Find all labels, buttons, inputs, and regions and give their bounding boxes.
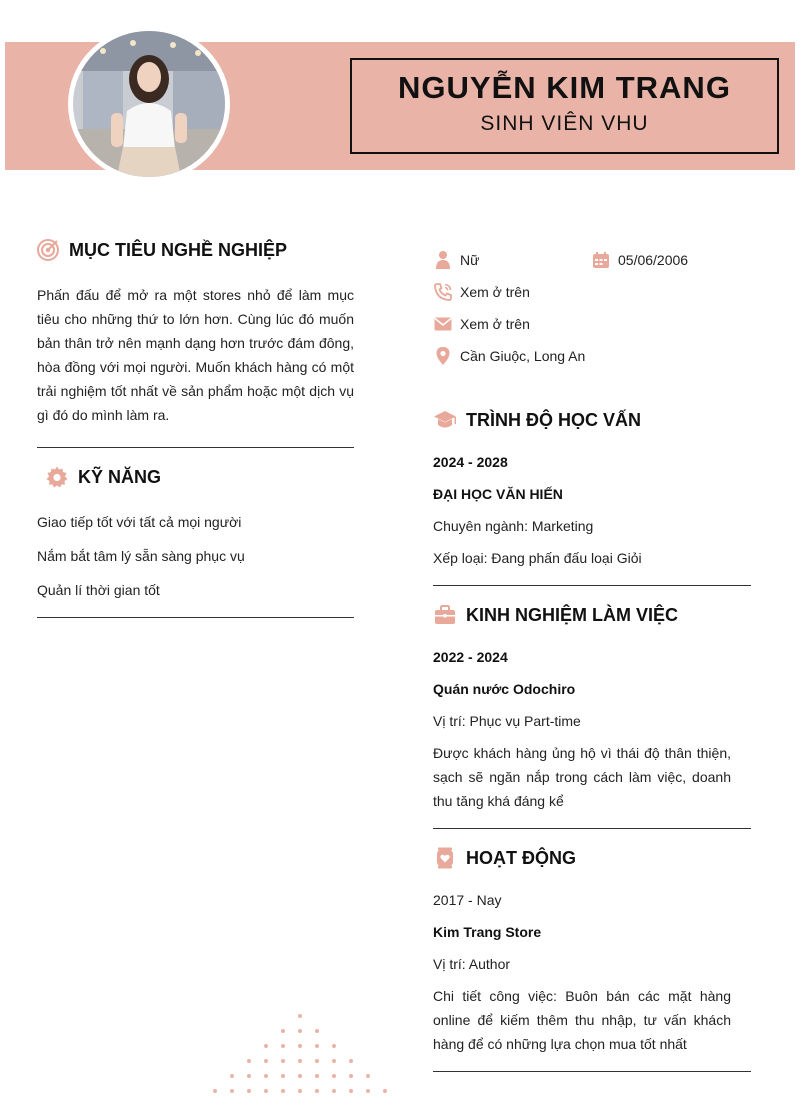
decorative-dot	[366, 1089, 370, 1093]
decorative-dot	[281, 1059, 285, 1063]
gender: Nữ	[460, 252, 480, 268]
skills-title: KỸ NĂNG	[78, 466, 162, 487]
birthday-row	[591, 250, 688, 270]
phone-row	[433, 282, 530, 302]
decorative-dot	[349, 1059, 353, 1063]
decorative-dot	[332, 1059, 336, 1063]
divider	[37, 447, 354, 448]
decorative-dot	[332, 1044, 336, 1048]
decorative-dot	[281, 1044, 285, 1048]
calendar-icon	[591, 250, 611, 270]
company-name: Quán nước Odochiro	[433, 681, 576, 697]
decorative-dot	[264, 1074, 268, 1078]
decorative-dot	[383, 1089, 387, 1093]
experience-heading	[433, 603, 678, 627]
envelope-icon	[433, 314, 453, 334]
decorative-dot	[230, 1074, 234, 1078]
objective-heading	[36, 238, 287, 262]
objective-title: MỤC TIÊU NGHỀ NGHIỆP	[69, 239, 288, 260]
decorative-dot	[247, 1074, 251, 1078]
decorative-dot	[315, 1074, 319, 1078]
target-icon	[36, 238, 60, 262]
birthday: 05/06/2006	[618, 252, 689, 268]
skill-item: Nắm bắt tâm lý sẵn sàng phục vụ	[37, 548, 245, 564]
activities-title: HOẠT ĐỘNG	[466, 847, 576, 868]
graduation-cap-icon	[433, 408, 457, 432]
decorative-dot	[281, 1074, 285, 1078]
experience-title: KINH NGHIỆM LÀM VIỆC	[466, 604, 679, 625]
skill-item: Giao tiếp tốt với tất cả mọi người	[37, 514, 242, 530]
decorative-dot	[298, 1014, 302, 1018]
divider	[37, 617, 354, 618]
organization-name: Kim Trang Store	[433, 924, 542, 940]
school-name: ĐẠI HỌC VĂN HIẾN	[433, 486, 563, 502]
education-heading	[433, 408, 641, 432]
location-pin-icon	[433, 346, 453, 366]
phone: Xem ở trên	[460, 284, 530, 300]
major: Chuyên ngành: Marketing	[433, 518, 594, 534]
decorative-dot	[315, 1059, 319, 1063]
full-name: NGUYỄN KIM TRANG	[398, 70, 731, 105]
phone-icon	[433, 282, 453, 302]
decorative-dot	[264, 1089, 268, 1093]
decorative-dot	[264, 1059, 268, 1063]
email-row	[433, 314, 530, 334]
decorative-dot	[230, 1089, 234, 1093]
decorative-dot	[332, 1089, 336, 1093]
name-box	[350, 58, 779, 154]
decorative-dot	[332, 1074, 336, 1078]
skill-item: Quản lí thời gian tốt	[37, 582, 160, 598]
experience-period: 2022 - 2024	[433, 649, 508, 665]
profile-photo	[73, 31, 225, 177]
activities-position: Vị trí: Author	[433, 956, 511, 972]
address-row	[433, 346, 585, 366]
address: Cần Giuộc, Long An	[460, 348, 586, 364]
decorative-dots	[205, 1012, 395, 1096]
education-period: 2024 - 2028	[433, 454, 508, 470]
job-title: SINH VIÊN VHU	[480, 112, 649, 135]
decorative-dot	[315, 1044, 319, 1048]
decorative-dot	[298, 1074, 302, 1078]
education-title: TRÌNH ĐỘ HỌC VẤN	[466, 409, 641, 430]
decorative-dot	[281, 1089, 285, 1093]
badge-heart-icon	[433, 846, 457, 870]
divider	[433, 585, 751, 586]
skills-heading	[45, 465, 161, 489]
rank: Xếp loại: Đang phấn đấu loại Giỏi	[433, 550, 642, 566]
decorative-dot	[315, 1089, 319, 1093]
decorative-dot	[298, 1044, 302, 1048]
decorative-dot	[349, 1089, 353, 1093]
person-icon	[433, 250, 453, 270]
briefcase-icon	[433, 603, 457, 627]
gender-row	[433, 250, 479, 270]
gear-icon	[45, 465, 69, 489]
decorative-dot	[213, 1089, 217, 1093]
avatar	[68, 26, 230, 182]
divider	[433, 828, 751, 829]
decorative-dot	[315, 1029, 319, 1033]
decorative-dot	[349, 1074, 353, 1078]
email: Xem ở trên	[460, 316, 530, 332]
objective-text: Phấn đấu để mở ra một stores nhỏ để làm mục tiêu cho những thứ to lớn hơn. Cùng lúc đó muốn bản thân trở nên mạnh dạng hơn trước đám đông, hòa đồng với mọi người. Muốn khách hàng có một trải nghiệm tốt nhất về sản phẩm hoặc một dịch vụ gì đó do mình làm ra.	[37, 287, 354, 423]
activities-heading	[433, 846, 576, 870]
experience-description: Được khách hàng ủng hộ vì thái độ thân thiện, sạch sẽ ngăn nắp trong cách làm việc, doanh thu tăng khá đáng kể	[433, 745, 731, 809]
decorative-dot	[281, 1029, 285, 1033]
decorative-dot	[366, 1074, 370, 1078]
decorative-dot	[298, 1089, 302, 1093]
divider	[433, 1071, 751, 1072]
decorative-dot	[264, 1044, 268, 1048]
decorative-dot	[298, 1029, 302, 1033]
activities-description: Chi tiết công việc: Buôn bán các mặt hàng online để kiếm thêm thu nhập, tư vấn khách hàng để có những lựa chọn mua tốt nhất	[433, 988, 731, 1052]
activities-period: 2017 - Nay	[433, 892, 502, 908]
decorative-dot	[247, 1059, 251, 1063]
experience-position: Vị trí: Phục vụ Part-time	[433, 713, 581, 729]
decorative-dot	[247, 1089, 251, 1093]
decorative-dot	[298, 1059, 302, 1063]
